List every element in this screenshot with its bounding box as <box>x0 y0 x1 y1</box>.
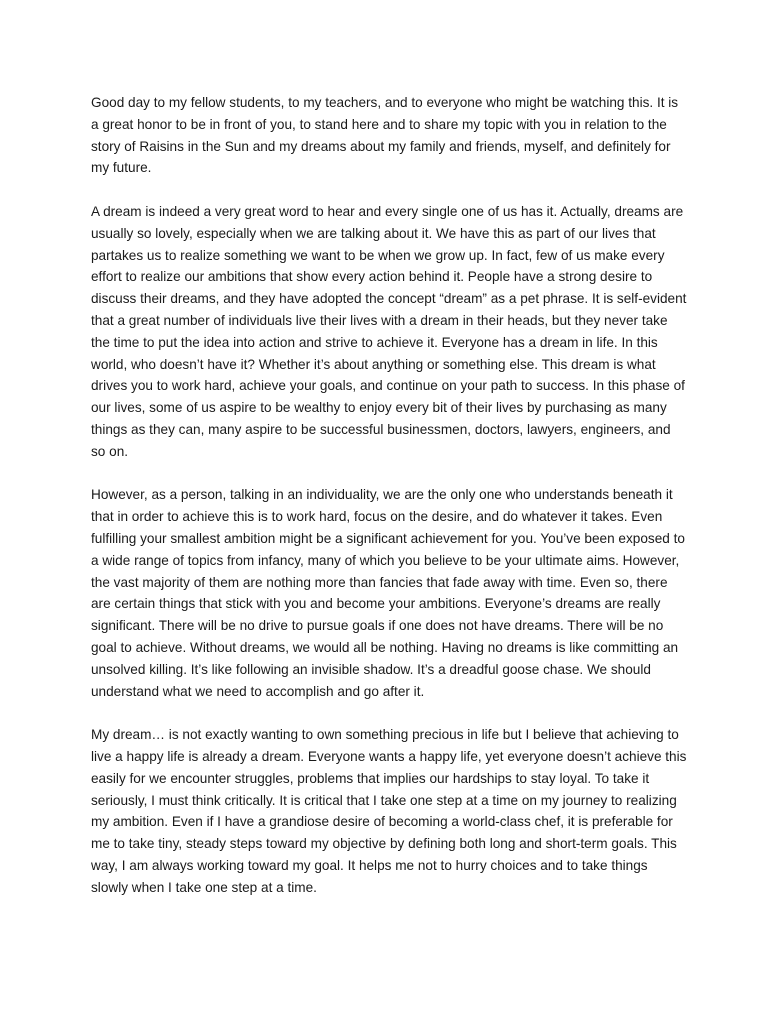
paragraph-greeting: Good day to my fellow students, to my teachers, and to everyone who might be watching this. It is a great honor to be in front of you, to stand here and to share my topic with you in relation to the story of Raisins in the Sun and my dreams about my family and friends, myself, and definitely for my future. <box>91 95 679 176</box>
document-page <box>91 92 687 920</box>
paragraph-individuality: However, as a person, talking in an individuality, we are the only one who understands beneath it that in order to achieve this is to work hard, focus on the desire, and do whatever it takes. Even fulfilling your smallest ambition might be a significant achievement for you. You’ve been exposed to a wide range of topics from infancy, many of which you believe to be your ultimate aims. However, the vast majority of them are nothing more than fancies that fade away with time. Even so, there are certain things that stick with you and become your ambitions. Everyone’s dreams are really significant. There will be no drive to pursue goals if one does not have dreams. There will be no goal to achieve. Without dreams, we would all be nothing. Having no dreams is like committing an unsolved killing. It’s like following an invisible shadow. It’s a dreadful goose chase. We should understand what we need to accomplish and go after it. <box>91 487 685 699</box>
paragraph-my-dream: My dream… is not exactly wanting to own something precious in life but I believe that achieving to live a happy life is already a dream. Everyone wants a happy life, yet everyone doesn’t achieve this easily for we encounter struggles, problems that implies our hardships to stay loyal. To take it seriously, I must think critically. It is critical that I take one step at a time on my journey to realizing my ambition. Even if I have a grandiose desire of becoming a world-class chef, it is preferable for me to take tiny, steady steps toward my objective by defining both long and short-term goals. This way, I am always working toward my goal. It helps me not to hurry choices and to take things slowly when I take one step at a time. <box>91 727 687 895</box>
paragraph-dream-definition: A dream is indeed a very great word to hear and every single one of us has it. Actually, dreams are usually so lovely, especially when we are talking about it. We have this as part of our lives that partakes us to realize something we want to be when we grow up. In fact, few of us make every effort to realize our ambitions that show every action behind it. People have a strong desire to discuss their dreams, and they have adopted the concept “dream” as a pet phrase. It is self-evident that a great number of individuals live their lives with a dream in their heads, but they never take the time to put the idea into action and strive to achieve it. Everyone has a dream in life. In this world, who doesn’t have it? Whether it’s about anything or something else. This dream is what drives you to work hard, achieve your goals, and continue on your path to success. In this phase of our lives, some of us aspire to be wealthy to enjoy every bit of their lives by purchasing as many things as they can, many aspire to be successful businessmen, doctors, lawyers, engineers, and so on. <box>91 203 687 459</box>
